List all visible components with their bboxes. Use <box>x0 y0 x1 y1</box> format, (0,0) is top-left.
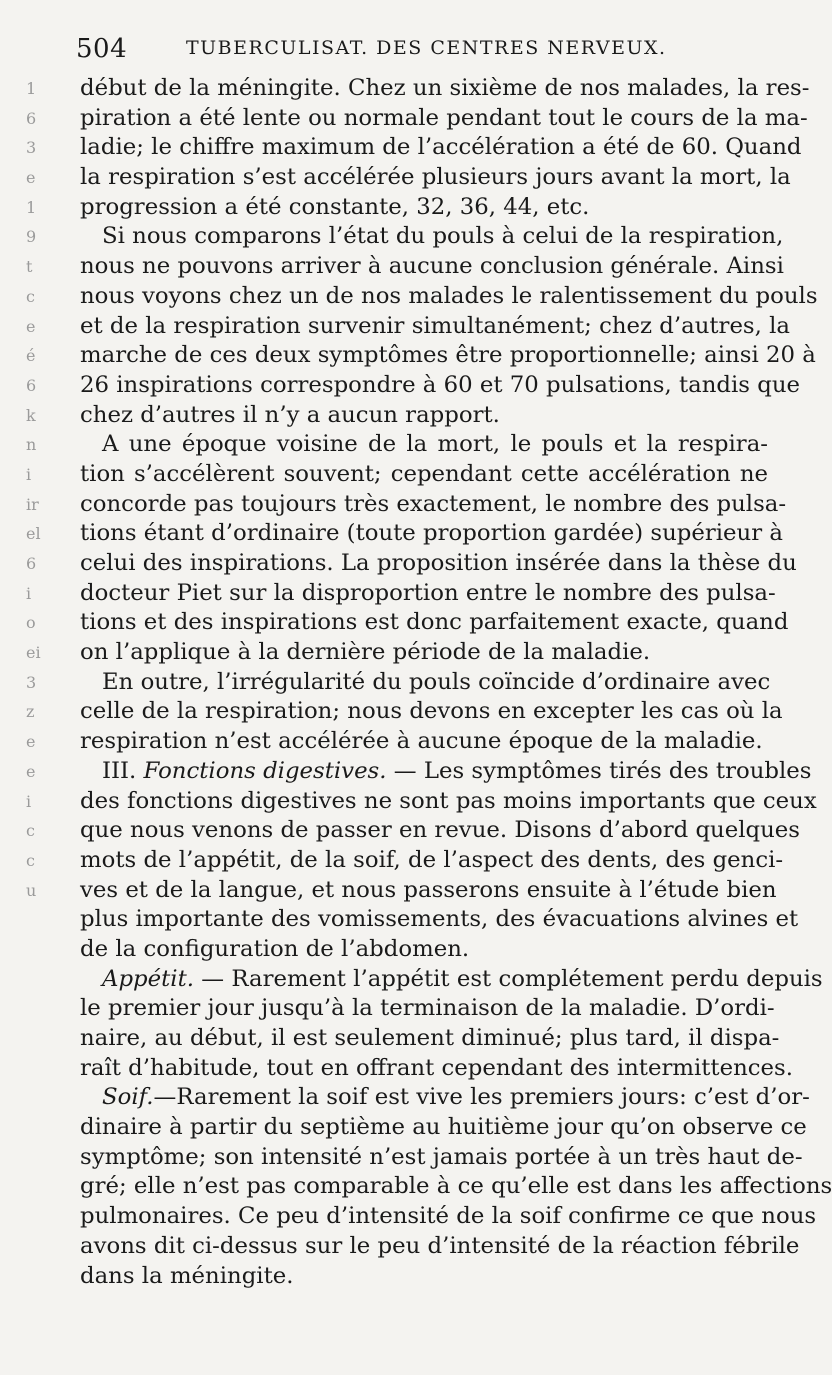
text-line: raît d’habitude, tout en offrant cependant des intermittences. <box>80 1054 793 1081</box>
text-line: concorde pas toujours très exactement, le nombre des pulsa- <box>80 490 787 517</box>
text-line: tion s’accélèrent souvent; cependant cette accélération ne <box>80 460 768 487</box>
margin-mark: c <box>26 821 35 841</box>
text-line: A une époque voisine de la mort, le pouls et la respira- <box>102 431 768 458</box>
margin-mark: el <box>26 524 41 544</box>
margin-mark: 9 <box>26 227 37 247</box>
margin-mark: t <box>26 257 33 277</box>
text-line: dans la méningite. <box>80 1262 294 1289</box>
text-line: En outre, l’irrégularité du pouls coïncide d’ordinaire avec <box>102 668 771 695</box>
soif-line <box>80 1083 810 1113</box>
soif-dash: — <box>153 1084 177 1111</box>
text-line: de la configuration de l’abdomen. <box>80 935 470 962</box>
margin-mark: e <box>26 732 36 752</box>
margin-mark: z <box>26 702 35 722</box>
bleed-through-margin <box>26 74 76 905</box>
text-line: celle de la respiration; nous devons en excepter les cas où la <box>80 698 783 725</box>
text-line: mots de l’appétit, de la soif, de l’aspect des dents, des genci- <box>80 846 784 873</box>
margin-mark: é <box>26 346 36 366</box>
text-line: Rarement la soif est vive les premiers jours: c’est d’or- <box>176 1084 810 1111</box>
margin-mark: 6 <box>26 108 37 128</box>
text-line: marche de ces deux symptômes être proportionnelle; ainsi 20 à <box>80 342 816 369</box>
section-title: Fonctions digestives. <box>143 757 387 784</box>
body-text <box>80 74 832 1291</box>
text-line: gré; elle n’est pas comparable à ce qu’elle est dans les affections <box>80 1173 832 1200</box>
page-header <box>76 34 766 66</box>
section-heading-line <box>80 757 812 787</box>
appetit-line <box>80 965 823 995</box>
margin-mark: 6 <box>26 554 37 573</box>
running-title: TUBERCULISAT. DES CENTRES NERVEUX. <box>186 37 667 59</box>
text-line: que nous venons de passer en revue. Disons d’abord quelques <box>80 817 800 844</box>
margin-mark: u <box>26 880 37 900</box>
text-line: naire, au début, il est seulement diminué; plus tard, il dispa- <box>80 1025 780 1051</box>
text-line: ladie; le chiffre maximum de l’accélération a été de 60. Quand <box>80 134 802 161</box>
margin-mark: 6 <box>26 375 37 395</box>
text-line: la respiration s’est accélérée plusieurs jours avant la mort, la <box>80 164 791 191</box>
text-line: nous voyons chez un de nos malades le ralentissement du pouls <box>80 282 818 309</box>
margin-mark: 3 <box>26 672 37 692</box>
text-line: des fonctions digestives ne sont pas moins importants que ceux <box>80 787 817 814</box>
margin-mark: i <box>26 464 32 484</box>
margin-mark: o <box>26 613 36 633</box>
text-line: celui des inspirations. La proposition insérée dans la thèse du <box>80 550 797 576</box>
margin-mark: e <box>26 168 36 188</box>
text-line: dinaire à partir du septième au huitième jour qu’on observe ce <box>80 1114 807 1141</box>
section-number: III. <box>102 757 137 784</box>
margin-mark: 3 <box>26 138 37 158</box>
text-line: avons dit ci-dessus sur le peu d’intensité de la réaction fébrile <box>80 1232 800 1259</box>
text-line: nous ne pouvons arriver à aucune conclusion générale. Ainsi <box>80 253 784 280</box>
text-line: plus importante des vomissements, des évacuations alvines et <box>80 906 799 933</box>
text-line: et de la respiration survenir simultanément; chez d’autres, la <box>80 312 791 339</box>
text-line: docteur Piet sur la disproportion entre le nombre des pulsa- <box>80 579 776 606</box>
margin-mark: k <box>26 405 36 425</box>
section-dash: — <box>386 757 424 784</box>
margin-mark: ei <box>26 643 41 663</box>
text-line: on l’applique à la dernière période de la maladie. <box>80 639 651 666</box>
margin-mark: i <box>26 583 32 603</box>
text-line: début de la méningite. Chez un sixième de nos malades, la res- <box>80 75 810 101</box>
text-line: ves et de la langue, et nous passerons ensuite à l’étude bien <box>80 876 777 903</box>
margin-mark: c <box>26 286 35 306</box>
margin-mark: 1 <box>26 197 37 217</box>
margin-mark: e <box>26 316 36 336</box>
appetit-label: Appétit. <box>102 965 195 992</box>
margin-mark: i <box>26 791 32 811</box>
text-line: le premier jour jusqu’à la terminaison de la maladie. D’ordi- <box>80 995 775 1022</box>
page-number: 504 <box>76 34 128 64</box>
margin-mark: 1 <box>26 79 37 98</box>
margin-mark: c <box>26 850 35 870</box>
text-line: Rarement l’appétit est complétement perdu depuis <box>231 965 823 992</box>
text-line: tions étant d’ordinaire (toute proportion gardée) supérieur à <box>80 520 783 547</box>
text-line: piration a été lente ou normale pendant tout le cours de la ma- <box>80 104 808 131</box>
soif-label: Soif. <box>102 1084 154 1111</box>
text-line: 26 inspirations correspondre à 60 et 70 pulsations, tandis que <box>80 371 800 398</box>
text-line: tions et des inspirations est donc parfaitement exacte, quand <box>80 609 789 636</box>
margin-mark: e <box>26 761 36 781</box>
appetit-dash: — <box>201 965 232 992</box>
text-line: Si nous comparons l’état du pouls à celui de la respiration, <box>102 223 784 250</box>
text-line: pulmonaires. Ce peu d’intensité de la soif confirme ce que nous <box>80 1203 817 1230</box>
text-line: respiration n’est accélérée à aucune époque de la maladie. <box>80 728 763 755</box>
text-line: Les symptômes tirés des troubles <box>423 757 812 784</box>
margin-mark: n <box>26 435 37 455</box>
margin-mark: ir <box>26 494 39 514</box>
text-line: progression a été constante, 32, 36, 44, etc. <box>80 193 590 220</box>
text-line: symptôme; son intensité n’est jamais portée à un très haut de- <box>80 1143 803 1170</box>
text-line: chez d’autres il n’y a aucun rapport. <box>80 401 500 428</box>
